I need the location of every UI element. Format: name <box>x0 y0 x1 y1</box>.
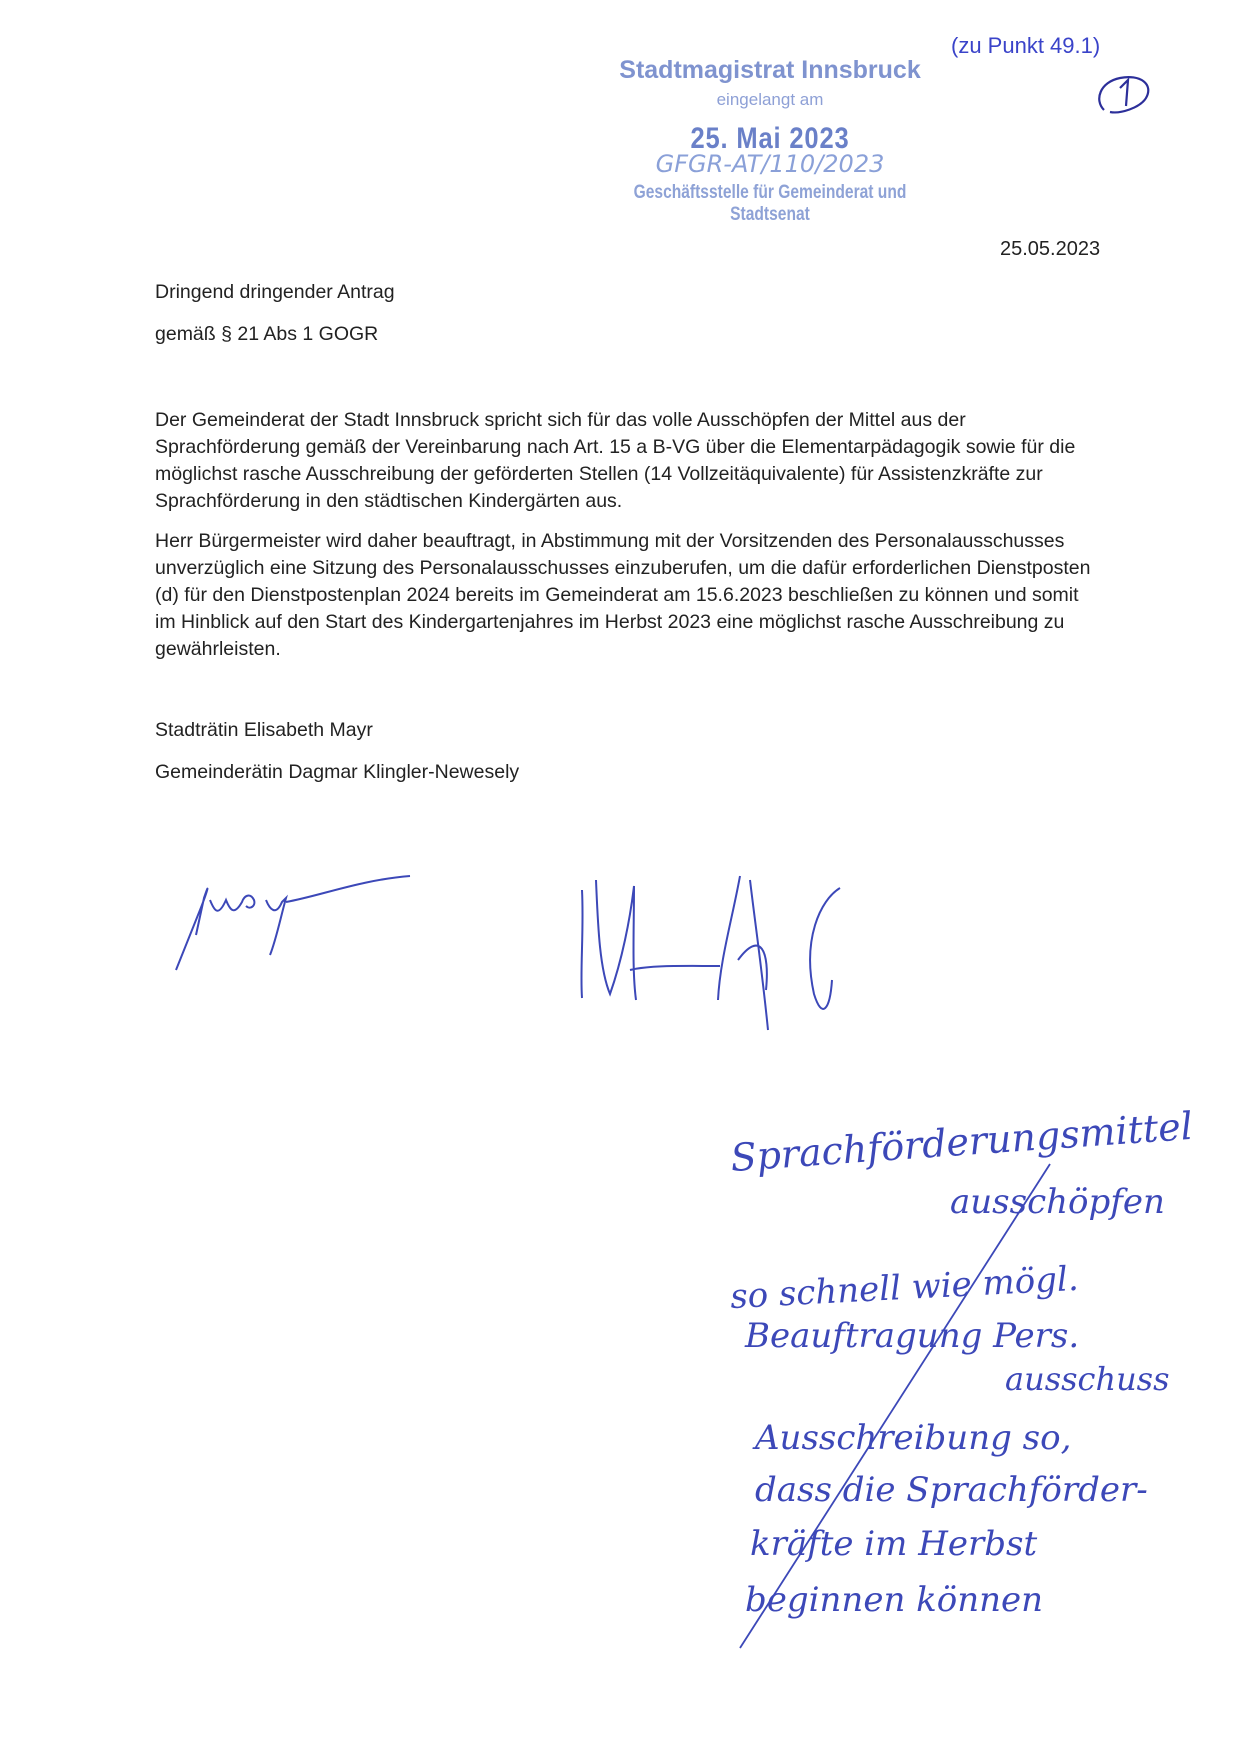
stamp-organization: Stadtmagistrat Innsbruck <box>619 56 921 84</box>
document-date: 25.05.2023 <box>1000 238 1101 260</box>
handwritten-note-line-3: so schnell wie mögl. <box>729 1258 1080 1318</box>
paragraph-1: Der Gemeinderat der Stadt Innsbruck spricht sich für das volle Ausschöpfen der Mittel aus der Sprachförderung gemäß der Vereinbarung nach Art. 15 a B-VG über die Elementarpädagogik sowie für die möglichst rasche Ausschreibung der geförderten Stellen (14 Vollzeitäquivalente) für Assistenzkräfte zur Sprachförderung in den städtischen Kindergärten aus. <box>155 409 1076 512</box>
signature-mayr <box>170 840 430 980</box>
handwritten-note-line-6: Ausschreibung so, <box>755 1418 1072 1458</box>
stamp-received-label: eingelangt am <box>716 90 824 109</box>
handwritten-note-line-5: ausschuss <box>1005 1360 1170 1398</box>
handwritten-note-line-9: beginnen können <box>745 1580 1044 1620</box>
signature-klingler-newesely <box>570 870 890 1060</box>
signatory-2: Gemeinderätin Dagmar Klingler-Newesely <box>155 761 520 783</box>
note-strike-line <box>730 1160 1170 1660</box>
handwritten-note-line-4: Beauftragung Pers. <box>745 1316 1080 1356</box>
handwritten-note-line-2: ausschöpfen <box>950 1182 1165 1222</box>
paragraph-2: Herr Bürgermeister wird daher beauftragt, in Abstimmung mit der Vorsitzenden des Personalausschusses unverzüglich eine Sitzung des Personalausschusses einzuberufen, um die dafür erforderlichen Dienstposten (d) für den Dienstpostenplan 2024 bereits im Gemeinderat am 15.6.2023 beschließen zu können und somit im Hinblick auf den Start des Kindergartenjahres im Herbst 2023 eine möglichst rasche Ausschreibung zu gewährleisten. <box>155 530 1091 660</box>
motion-title: Dringend dringender Antrag <box>155 281 395 303</box>
signatory-1: Stadträtin Elisabeth Mayr <box>155 719 373 741</box>
stamp-file-number: GFGR-AT/110/2023 <box>655 150 885 178</box>
handwritten-note-line-1: Sprachförderungsmittel <box>729 1103 1195 1181</box>
agenda-reference: (zu Punkt 49.1) <box>951 33 1101 58</box>
stamp-received-date: 25. Mai 2023 <box>690 122 850 155</box>
handwritten-note-line-7: dass die Sprachförder- <box>755 1470 1148 1510</box>
legal-basis: gemäß § 21 Abs 1 GOGR <box>155 323 379 345</box>
stamp-office: Geschäftsstelle für Gemeinderat und Stadtsenat <box>633 182 907 225</box>
handwritten-note-line-8: kräfte im Herbst <box>750 1524 1038 1564</box>
circled-number-annotation <box>1090 70 1160 120</box>
